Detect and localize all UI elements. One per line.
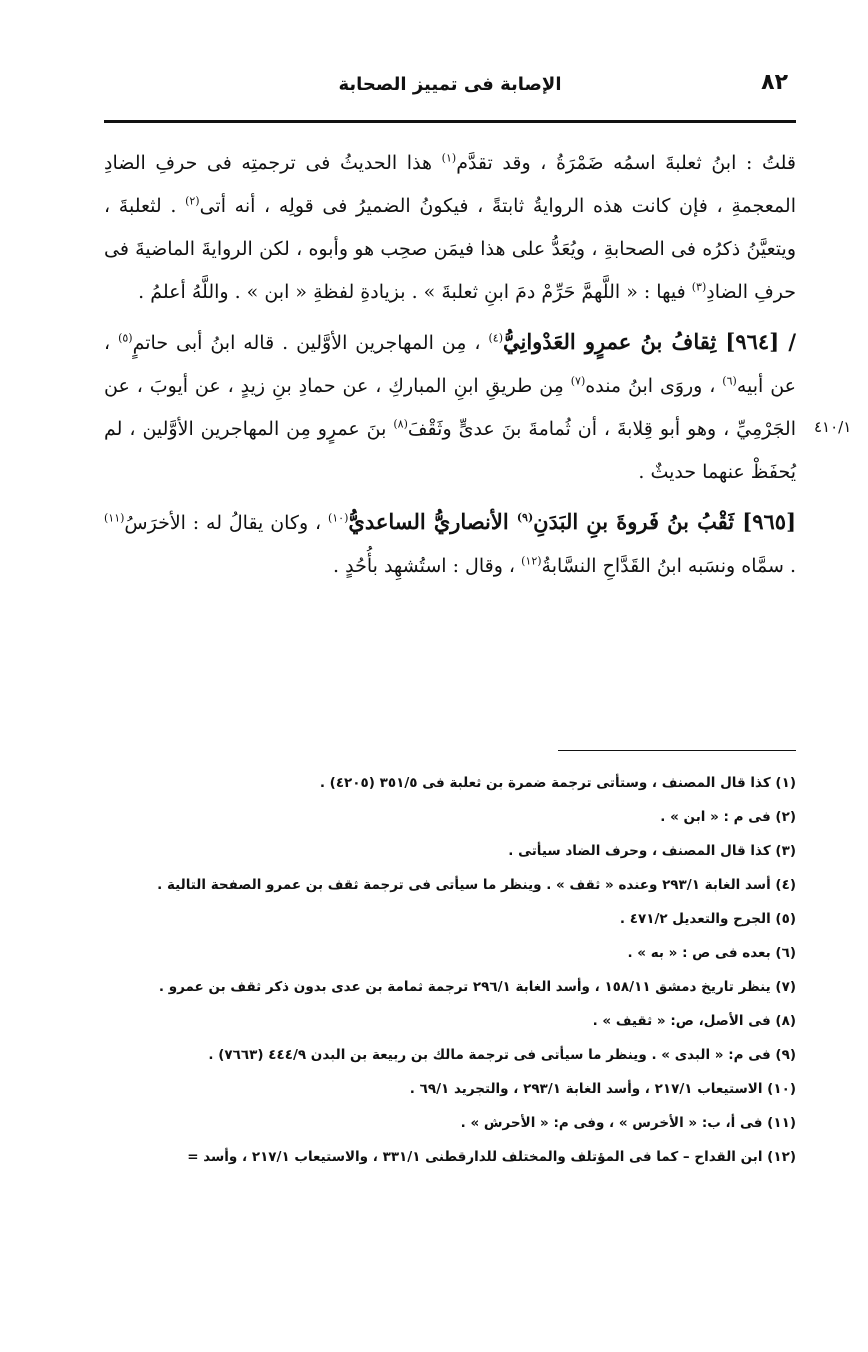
text-run: مِن طريقِ ابنِ المباركِ ، عن حمادِ بنِ زيدٍ ، عن أيوبَ ، عن الجَرْمِيِّ ، وهو أبو قِلابةَ ، أن ثُمامةَ بنَ عدىٍّ وثَقْفَ	[104, 375, 796, 440]
footnote-1: (١) كذا قال المصنف ، وستأتى ترجمة ضمرة بن ثعلبة فى ٣٥١/٥ (٤٢٠٥) .	[319, 775, 796, 791]
footnote-ref-4: (٤)	[488, 331, 503, 345]
footnote-ref-8: (٨)	[393, 417, 408, 431]
text-run: ، مِن المهاجرين الأوَّلين . قاله ابنُ أبى حاتمٍ	[132, 332, 489, 354]
text-run: فيها : « اللَّهمَّ حَرِّمْ دمَ ابنِ ثعلبةَ » . بزيادةِ لفظةِ « ابن » . واللَّهُ أعلمُ .	[138, 281, 692, 303]
footnote-12: (١٢) ابن القداح – كما فى المؤتلف والمختلف للدارقطنى ٣٣١/١ ، والاستيعاب ٢١٧/١ ، وأسد =	[187, 1149, 796, 1165]
footnote-6: (٦) بعده فى ص : « به » .	[627, 945, 796, 961]
footnote-ref-9: (٩)	[516, 511, 534, 524]
footnote-3: (٣) كذا قال المصنف ، وحرف الضاد سيأتى .	[508, 843, 796, 859]
text-run: هذا الحديثُ فى ترجمتِه فى حرفِ الضادِ المعجمةِ ، فإن كانت هذه الروايةُ ثابتةً ، فيكونُ الضميرُ فى قولِه ، أنه أتى	[104, 152, 796, 217]
text-run: قلتُ : ابنُ ثعلبةَ اسمُه ضَمْرَةُ ، وقد تقدَّم	[456, 152, 796, 174]
footnote-11: (١١) فى أ، ب: « الأخرس » ، وفى م: « الأحرش » .	[460, 1115, 796, 1131]
text-run: . سمَّاه ونسَبه ابنُ القَدَّاحِ النسَّابةُ	[541, 555, 796, 577]
text-run: . لثعلبةَ ، ويتعيَّنُ ذكرُه فى الصحابةِ ، ويُعَدُّ على هذا فيمَن صحِب هو وأبوه ، لكن الروايةَ الماضيةَ فى حرفِ الضادِ	[104, 195, 796, 303]
margin-volume-reference: ٤١٠/١	[814, 418, 852, 436]
entry-name: ثَقْبُ بنُ فَروةَ بنِ البَدَنِ	[533, 509, 735, 534]
text-run: بنَ عمرٍو مِن المهاجرين الأوَّلين ، لم يُحفَظْ عنهما حديثٌ .	[104, 418, 796, 483]
header-rule	[104, 120, 796, 123]
footnote-ref-6: (٦)	[722, 374, 737, 388]
text-run: ، وكان يقالُ له : الأخرَسُ	[124, 512, 328, 534]
footnote-ref-11: (١١)	[104, 511, 125, 525]
footnote-ref-3: (٣)	[691, 280, 707, 294]
footnote-10: (١٠) الاستيعاب ٢١٧/١ ، وأسد الغابة ٢٩٣/١ ، والتجريد ٦٩/١ .	[409, 1081, 796, 1097]
footnote-5: (٥) الجرح والتعديل ٤٧١/٢ .	[619, 911, 796, 927]
footnote-7: (٧) ينظر تاريخ دمشق ١٥٨/١١ ، وأسد الغابة ٢٩٦/١ ترجمة ثمامة بن عدى بدون ذكر ثقف بن عمرو .	[158, 979, 796, 995]
footnote-ref-2: (٢)	[185, 194, 200, 208]
footnote-4: (٤) أسد الغابة ٢٩٣/١ وعنده « ثقف » . وينظر ما سيأتى فى ترجمة ثقف بن عمرو الصفحة التالية .	[157, 877, 796, 893]
entry-965-heading	[348, 509, 796, 534]
commentary-paragraph	[104, 142, 796, 314]
text-run: ، عن أبيه	[104, 332, 797, 397]
footnote-8: (٨) فى الأصل، ص: « ثقيف » .	[592, 1013, 796, 1029]
entry-965	[104, 500, 796, 588]
footnote-ref-12: (١٢)	[521, 554, 542, 568]
running-title: الإصابة فى تمييز الصحابة	[338, 74, 562, 95]
footnote-ref-1: (١)	[441, 151, 457, 165]
text-run: ، وقال : استُشهِد بأُحُدٍ .	[333, 555, 522, 577]
footnotes	[104, 766, 796, 1174]
footnote-2: (٢) فى م : « ابن » .	[660, 809, 796, 825]
footnote-rule	[558, 750, 796, 751]
main-text	[104, 142, 796, 588]
footnote-ref-10: (١٠)	[327, 511, 349, 525]
footnote-9: (٩) فى م: « البدى » . وينظر ما سيأتى فى ترجمة مالك بن ربيعة بن البدن ٤٤٤/٩ (٧٦٦٣) .	[208, 1047, 796, 1063]
entry-964-heading	[503, 329, 796, 354]
entry-number: / [٩٦٤]	[716, 329, 797, 354]
entry-name: ثِقافُ بنُ عمرٍو العَدْوانِيُّ	[502, 329, 717, 354]
page-number: ٨٢	[761, 70, 788, 95]
page-header	[104, 66, 796, 106]
footnote-ref-7: (٧)	[570, 374, 586, 388]
entry-964	[104, 320, 796, 494]
text-run: ، وروَى ابنُ منده	[585, 375, 723, 397]
entry-name-nisba: الأنصاريُّ الساعديُّ	[348, 509, 517, 534]
entry-number: [٩٦٥]	[734, 509, 796, 534]
footnote-ref-5: (٥)	[118, 331, 133, 345]
